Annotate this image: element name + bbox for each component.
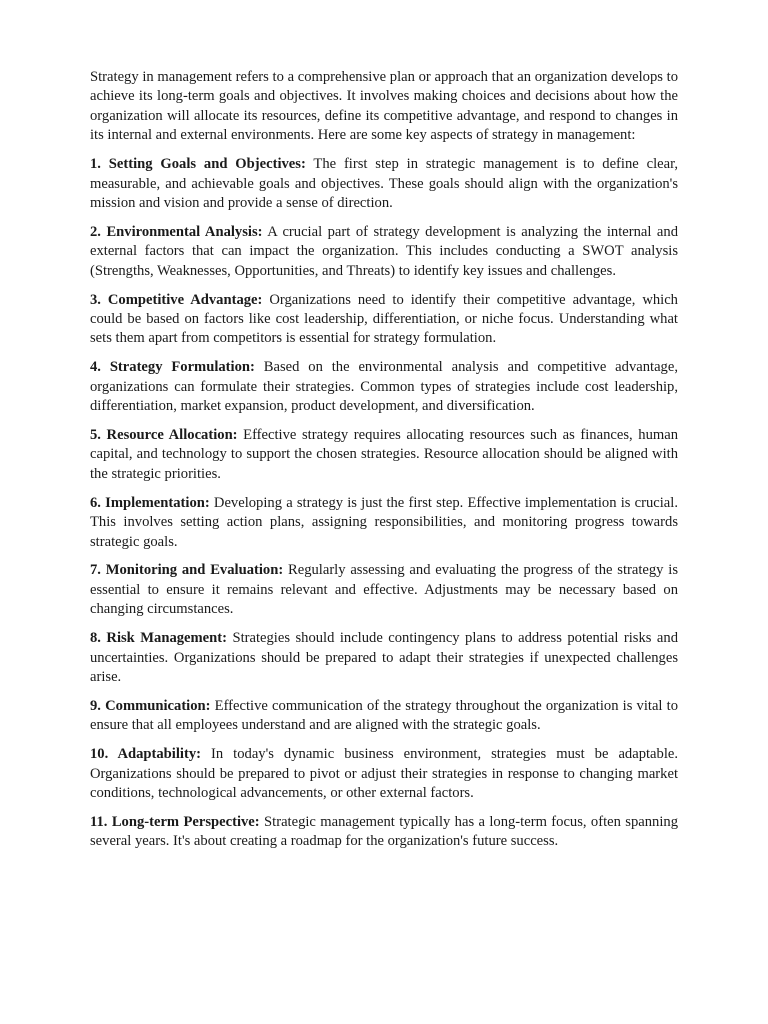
aspect-paragraph [90, 155, 678, 213]
aspect-heading: 11. Long-term Perspective: [90, 813, 260, 830]
aspect-heading: 1. Setting Goals and Objectives: [90, 156, 306, 173]
aspect-text: The first step in strategic management is to define clear, measurable, and achievable goals and objectives. These goals should align with the organization's mission and vision and provide a sense of direction. [90, 156, 678, 211]
aspect-heading: 3. Competitive Advantage: [90, 291, 263, 308]
aspect-paragraph [90, 291, 678, 349]
aspect-heading: 7. Monitoring and Evaluation: [90, 562, 284, 579]
aspect-text: Effective strategy requires allocating resources such as finances, human capital, and technology to support the chosen strategies. Resource allocation should be aligned with the strategic priorities. [90, 427, 678, 482]
aspect-heading: 10. Adaptability: [90, 746, 201, 763]
aspect-paragraph [90, 426, 678, 484]
aspect-text: Effective communication of the strategy throughout the organization is vital to ensure that all employees understand and are aligned with the strategic goals. [90, 697, 678, 734]
aspect-paragraph [90, 561, 678, 619]
aspect-paragraph [90, 745, 678, 803]
aspect-heading: 6. Implementation: [90, 494, 210, 511]
aspect-text: In today's dynamic business environment, strategies must be adaptable. Organizations should be prepared to pivot or adjust their strategies in response to changing market conditions, technological advancements, or other external factors. [90, 746, 679, 801]
aspect-text: Based on the environmental analysis and competitive advantage, organizations can formulate their strategies. Common types of strategies include cost leadership, differentiation, market expansion, product development, and diversification. [90, 359, 678, 415]
aspect-text: Strategies should include contingency plans to address potential risks and uncertainties. Organizations should be prepared to adapt their strategies if unexpected challenges arise. [90, 630, 678, 685]
aspect-text: Regularly assessing and evaluating the progress of the strategy is essential to ensure it remains relevant and effective. Adjustments may be necessary based on changing circumstances. [90, 562, 679, 618]
aspect-paragraph [90, 629, 678, 687]
aspect-heading: 5. Resource Allocation: [90, 427, 238, 443]
aspect-text: Organizations need to identify their competitive advantage, which could be based on factors like cost leadership, differentiation, or niche focus. Understanding what sets them apart from competitors is essential for strategy formulation. [90, 291, 678, 347]
aspect-text: Developing a strategy is just the first step. Effective implementation is crucial. This involves setting action plans, assigning responsibilities, and monitoring progress towards strategic goals. [90, 494, 678, 550]
intro-paragraph: Strategy in management refers to a comprehensive plan or approach that an organization develops to achieve its long-term goals and objectives. It involves making choices and decisions about how the organization will allocate its resources, define its competitive advantage, and respond to changes in its internal and external environments. Here are some key aspects of strategy in management: [90, 69, 678, 144]
aspect-heading: 9. Communication: [90, 697, 211, 714]
aspect-paragraph [90, 697, 678, 736]
document-page [90, 68, 678, 861]
aspect-heading: 8. Risk Management: [90, 630, 227, 647]
aspect-text: A crucial part of strategy development is analyzing the internal and external factors that can impact the organization. This includes conducting a SWOT analysis (Strengths, Weaknesses, Opportunities, and Threats) to identify key issues and challenges. [90, 223, 678, 279]
aspect-paragraph [90, 494, 678, 552]
aspect-text: Strategic management typically has a long-term focus, often spanning several years. It's about creating a roadmap for the organization's future success. [90, 813, 678, 850]
aspect-heading: 2. Environmental Analysis: [90, 223, 263, 240]
aspect-paragraph [90, 223, 678, 281]
aspect-paragraph [90, 813, 678, 852]
aspect-paragraph [90, 358, 678, 416]
aspect-heading: 4. Strategy Formulation: [90, 359, 255, 376]
